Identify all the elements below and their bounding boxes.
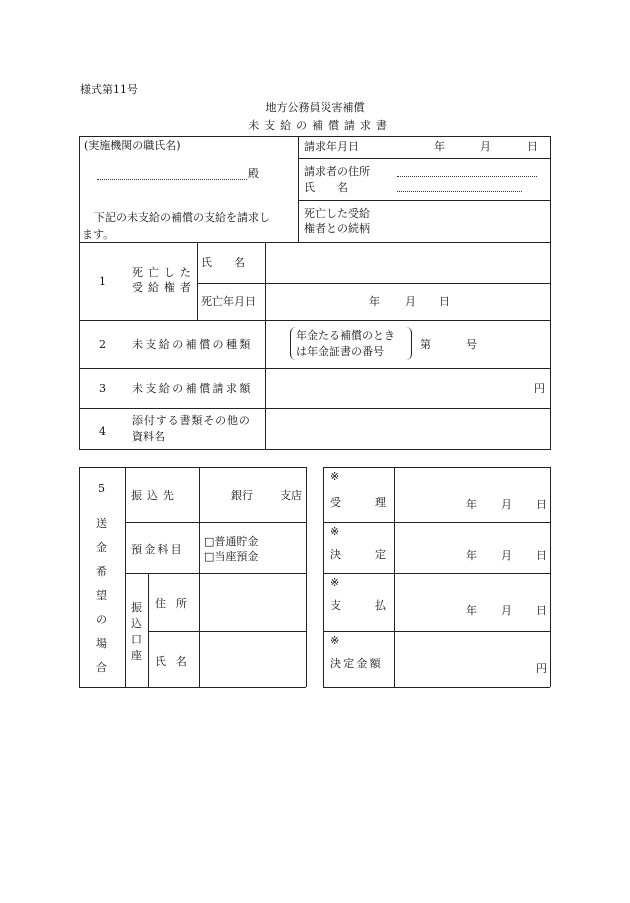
office-decision-year: 年 [466, 549, 477, 562]
org-name-line[interactable] [97, 179, 247, 180]
office-receipt-year: 年 [466, 498, 477, 511]
requester-name-line[interactable] [397, 191, 522, 192]
relation-label-line2: 権者との続柄 [304, 222, 370, 235]
office-decision-month: 月 [501, 549, 512, 562]
row4-label-line1: 添付する書類その他の [132, 414, 251, 427]
row1-num: 1 [99, 275, 106, 288]
row1-label-line1: 死亡した [132, 266, 196, 279]
address-label: 請求者の住所 [304, 165, 370, 178]
row1-name-label: 氏 名 [201, 256, 245, 269]
request-text-line1: 下記の未支給の補償の支給を請求し [94, 211, 270, 224]
request-date-year: 年 [434, 140, 445, 153]
org-label: (実施機関の職氏名) [84, 139, 181, 152]
row3-label: 未支給の補償請求額 [132, 382, 253, 395]
office-label-amount: 決定金額 [330, 657, 383, 670]
form-title-line2: 未支給の補償請求書 [248, 119, 392, 132]
pension-go: 号 [466, 338, 477, 351]
form-number: 様式第11号 [80, 83, 138, 96]
row1-date-day: 日 [439, 295, 450, 308]
office-payment-day: 日 [536, 604, 547, 617]
name-label: 氏 名 [304, 181, 348, 194]
row3-yen: 円 [534, 382, 545, 395]
row1-label-line2: 受給権者 [132, 281, 196, 294]
office-mark-1: ※ [330, 470, 340, 483]
office-receipt-month: 月 [501, 498, 512, 511]
relation-label-line1: 死亡した受給 [304, 207, 370, 220]
office-mark-3: ※ [330, 576, 340, 589]
office-decision-day: 日 [536, 549, 547, 562]
address-line[interactable] [397, 176, 537, 177]
branch-label: 支店 [280, 489, 302, 502]
office-amount-yen: 円 [536, 662, 547, 675]
pension-dai: 第 [420, 338, 431, 351]
form-title-line1: 地方公務員災害補償 [265, 101, 365, 114]
option-current[interactable]: □当座預金 [204, 550, 259, 563]
request-text-line2: ます。 [82, 228, 115, 241]
office-receipt-day: 日 [536, 498, 547, 511]
request-date-label: 請求年月日 [304, 140, 359, 153]
row2-num: 2 [99, 338, 106, 351]
dono: 殿 [248, 167, 259, 180]
account-address-label: 住所 [155, 597, 197, 610]
furikomi-saki-label: 振込先 [131, 489, 179, 502]
row3-num: 3 [99, 382, 106, 395]
office-label-payment: 支払 [330, 599, 386, 612]
office-payment-month: 月 [501, 604, 512, 617]
pension-line2: は年金証書の番号 [296, 345, 384, 358]
request-date-month: 月 [480, 140, 491, 153]
office-mark-2: ※ [330, 525, 340, 538]
row4-label-line2: 資料名 [132, 430, 165, 443]
row1-date-month: 月 [405, 295, 416, 308]
request-date-day: 日 [527, 140, 538, 153]
office-label-receipt: 受理 [330, 496, 386, 509]
office-label-decision: 決定 [330, 548, 386, 561]
row1-date-year: 年 [369, 295, 380, 308]
office-mark-4: ※ [330, 634, 340, 647]
bank-label: 銀行 [231, 489, 253, 502]
remit-num: 5 [98, 482, 105, 495]
deposit-type-label: 預金科目 [131, 543, 184, 556]
office-payment-year: 年 [466, 604, 477, 617]
row1-death-label: 死亡年月日 [201, 295, 256, 308]
option-ordinary[interactable]: □普通貯金 [204, 535, 259, 548]
row2-label: 未支給の補償の種類 [132, 338, 253, 351]
row4-num: 4 [99, 425, 106, 438]
account-name-label: 氏名 [155, 655, 197, 668]
pension-line1: 年金たる補償のとき [296, 329, 395, 342]
